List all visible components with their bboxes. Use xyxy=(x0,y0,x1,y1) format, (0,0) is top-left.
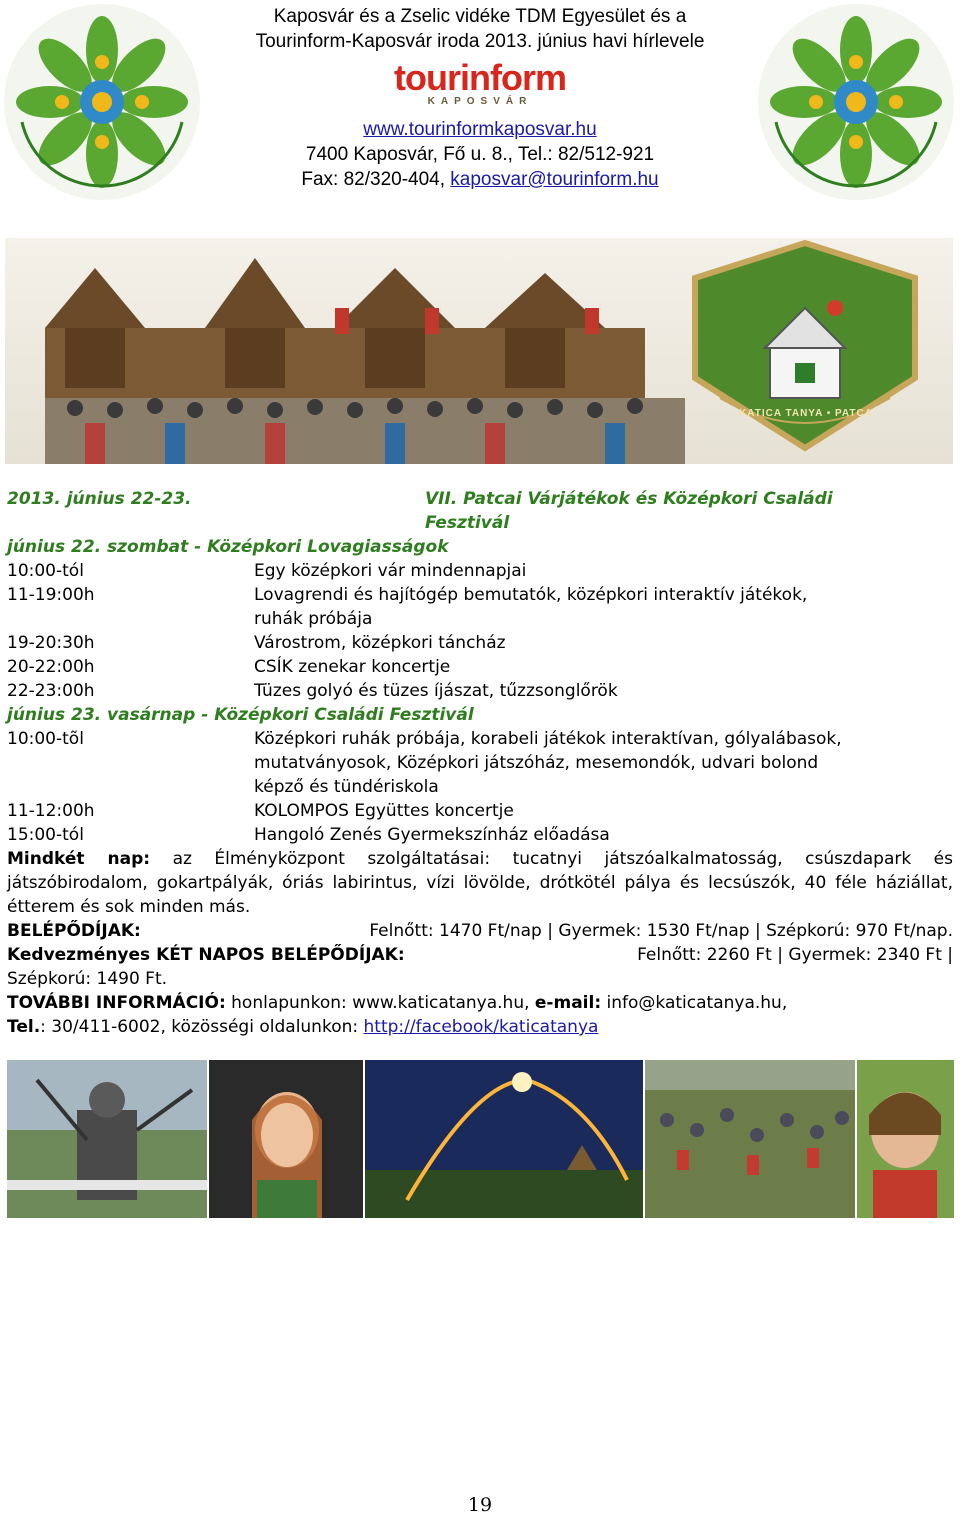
newsletter-title-line1: Kaposvár és a Zselic vidéke TDM Egyesület és a xyxy=(273,6,687,27)
day1-desc: Egy középkori vár mindennapjai xyxy=(254,561,527,581)
info-line xyxy=(7,991,953,1015)
email-label: e-mail: xyxy=(534,993,602,1013)
email-text: info@katicatanya.hu, xyxy=(601,993,788,1013)
day2-desc: Hangoló Zenés Gyermekszínház előadása xyxy=(254,825,610,845)
both-days-paragraph xyxy=(7,847,953,919)
day2-time: 10:00-tõl xyxy=(7,729,84,749)
day1-desc: Lovagrendi és hajítógép bemutatók, középkori interaktív játékok, xyxy=(254,585,808,605)
fax-text: Fax: 82/320-404, xyxy=(301,169,451,190)
day2-time: 15:00-tól xyxy=(7,825,84,845)
fire-show-photo xyxy=(365,1060,643,1218)
discount-line-2: Szépkorú: 1490 Ft. xyxy=(7,969,168,989)
day2-desc-cont: mutatványosok, Középkori játszóház, mesemondók, udvari bolond xyxy=(254,753,819,773)
day2-time: 11-12:00h xyxy=(7,801,95,821)
fax-email-row xyxy=(200,167,760,192)
tel-line xyxy=(7,1015,953,1039)
hero-photo xyxy=(5,238,953,464)
child-photo xyxy=(857,1060,954,1218)
day1-desc-cont: ruhák próbája xyxy=(254,609,373,629)
fees-line xyxy=(7,919,953,943)
info-label: TOVÁBBI INFORMÁCIÓ: xyxy=(7,993,226,1013)
tourinform-subtitle: KAPOSVÁR xyxy=(427,96,533,107)
day2-desc: Középkori ruhák próbája, korabeli játékok interaktívan, gólyalábasok, xyxy=(254,729,842,749)
fees-label: BELÉPŐDÍJAK: xyxy=(7,921,141,941)
event-title-line2: Fesztivál xyxy=(425,513,510,533)
photo-strip xyxy=(7,1060,954,1218)
newsletter-title-line2: Tourinform-Kaposvár iroda 2013. június havi hírlevele xyxy=(255,31,705,52)
fees-text: Felnőtt: 1470 Ft/nap | Gyermek: 1530 Ft/nap | Szépkorú: 970 Ft/nap. xyxy=(369,921,953,941)
day1-time: 20-22:00h xyxy=(7,657,95,677)
discount-text: Felnőtt: 2260 Ft | Gyermek: 2340 Ft | xyxy=(637,945,953,965)
katica-tanya-badge-text: KATICA TANYA • PATCA xyxy=(739,408,873,419)
girl-photo xyxy=(209,1060,363,1218)
page-number: 19 xyxy=(467,1494,493,1516)
website-link-row xyxy=(200,117,760,142)
day1-desc: Tüzes golyó és tüzes íjászat, tűzzsonglőrök xyxy=(254,681,618,701)
info-text: honlapunkon: www.katicatanya.hu, xyxy=(225,993,535,1013)
both-days-text: az Élményközpont szolgáltatásai: tucatnyi játszóalkalmatosság, csúszdapark és játszóbirodalom, gokartpályák, óriás labirintus, vízi lövölde, drótkötél pálya és lecsúszók, 40 féle háziállat, étterem és sok minden más. xyxy=(7,849,953,917)
event-date: 2013. június 22-23. xyxy=(7,489,192,509)
left-flower-logo xyxy=(2,2,202,202)
day1-time: 22-23:00h xyxy=(7,681,95,701)
event-title-line1: VII. Patcai Várjátékok és Középkori Családi xyxy=(425,489,833,509)
day1-desc: CSÍK zenekar koncertje xyxy=(254,657,451,677)
tourinform-wordmark: tourinform xyxy=(394,57,566,98)
day1-time: 19-20:30h xyxy=(7,633,95,653)
tel-text: : 30/411-6002, közösségi oldalunkon: xyxy=(40,1017,364,1037)
email-link[interactable]: kaposvar@tourinform.hu xyxy=(450,169,659,190)
day1-time: 10:00-tól xyxy=(7,561,84,581)
tel-label: Tel. xyxy=(7,1017,41,1037)
day1-time: 11-19:00h xyxy=(7,585,95,605)
day1-heading: június 22. szombat - Középkori Lovagiasságok xyxy=(7,537,449,557)
tourinform-logo xyxy=(368,57,592,108)
discount-label: Kedvezményes KÉT NAPOS BELÉPŐDÍJAK: xyxy=(7,945,405,965)
facebook-link[interactable]: http://facebook/katicatanya xyxy=(363,1017,599,1037)
website-link[interactable]: www.tourinformkaposvar.hu xyxy=(363,119,597,140)
day2-desc-cont: képző és tündériskola xyxy=(254,777,439,797)
knight-photo xyxy=(7,1060,207,1218)
right-flower-logo xyxy=(756,2,956,202)
day2-desc: KOLOMPOS Együttes koncertje xyxy=(254,801,514,821)
both-days-label: Mindkét nap: xyxy=(7,849,151,869)
day2-heading: június 23. vasárnap - Középkori Családi Fesztivál xyxy=(7,705,474,725)
day1-desc: Várostrom, középkori táncház xyxy=(254,633,506,653)
office-address: 7400 Kaposvár, Fő u. 8., Tel.: 82/512-921 xyxy=(305,144,655,165)
battle-reenactment-photo xyxy=(645,1060,855,1218)
discount-line xyxy=(7,943,953,967)
